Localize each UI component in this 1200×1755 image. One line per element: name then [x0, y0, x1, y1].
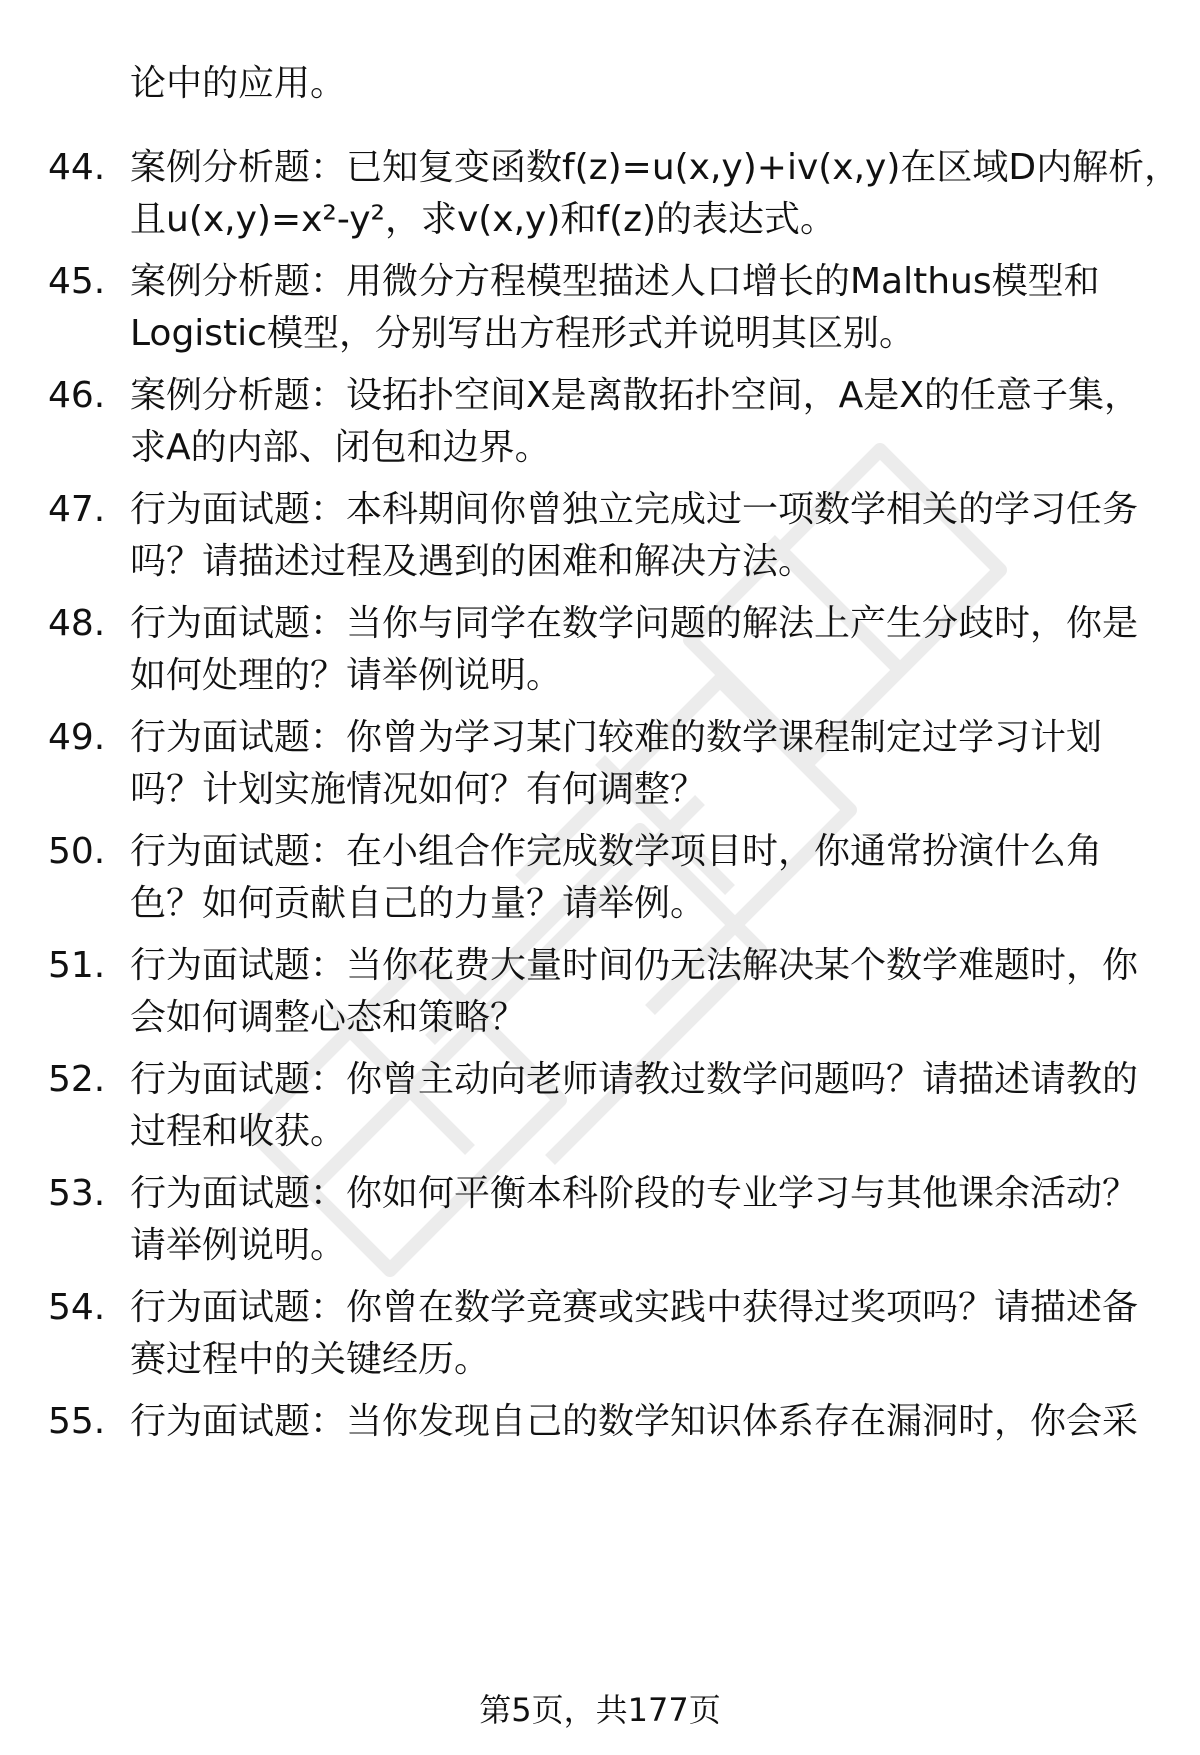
question-number: 48. — [48, 603, 106, 644]
question-text-line: 行为面试题：你曾在数学竞赛或实践中获得过奖项吗？请描述备 — [130, 1287, 1139, 1328]
page-number-footer: 第5页，共177页 — [479, 1691, 721, 1729]
question-number: 45. — [48, 261, 106, 302]
question-text-line: 案例分析题：设拓扑空间X是离散拓扑空间，A是X的任意子集， — [130, 375, 1140, 416]
question-number: 47. — [48, 489, 106, 530]
question-text-line: 行为面试题：当你花费大量时间仍无法解决某个数学难题时，你 — [130, 945, 1139, 986]
question-number: 46. — [48, 375, 106, 416]
question-text-line: 求A的内部、闭包和边界。 — [130, 427, 551, 468]
question-text-line: 案例分析题：用微分方程模型描述人口增长的Malthus模型和 — [130, 261, 1100, 302]
question-text-line: 行为面试题：在小组合作完成数学项目时，你通常扮演什么角 — [130, 831, 1103, 872]
question-text-line: 会如何调整心态和策略？ — [130, 997, 527, 1038]
question-number: 54. — [48, 1287, 106, 1328]
question-text-line: 吗？计划实施情况如何？有何调整？ — [130, 769, 707, 810]
question-text-line: 行为面试题：你曾为学习某门较难的数学课程制定过学习计划 — [130, 717, 1103, 758]
question-text-line: 行为面试题：当你与同学在数学问题的解法上产生分歧时，你是 — [130, 603, 1139, 644]
question-text-line: 过程和收获。 — [130, 1111, 347, 1152]
question-number: 44. — [48, 147, 106, 188]
question-text-line: Logistic模型，分别写出方程形式并说明其区别。 — [130, 313, 915, 354]
question-number: 53. — [48, 1173, 106, 1214]
question-text-line: 案例分析题：已知复变函数f(z)=u(x,y)+iv(x,y)在区域D内解析， — [130, 147, 1181, 188]
question-number: 51. — [48, 945, 106, 986]
continuation-text: 论中的应用。 — [130, 63, 347, 104]
question-text-line: 行为面试题：本科期间你曾独立完成过一项数学相关的学习任务 — [130, 489, 1139, 530]
question-text-line: 行为面试题：你曾主动向老师请教过数学问题吗？请描述请教的 — [130, 1059, 1139, 1100]
question-text-line: 赛过程中的关键经历。 — [130, 1339, 491, 1380]
question-number: 49. — [48, 717, 106, 758]
question-text-line: 行为面试题：当你发现自己的数学知识体系存在漏洞时，你会采 — [130, 1401, 1139, 1442]
question-text-line: 请举例说明。 — [130, 1225, 347, 1266]
question-number: 52. — [48, 1059, 106, 1100]
question-number: 55. — [48, 1401, 106, 1442]
question-text-line: 色？如何贡献自己的力量？请举例。 — [130, 883, 707, 924]
question-number: 50. — [48, 831, 106, 872]
question-text-line: 行为面试题：你如何平衡本科阶段的专业学习与其他课余活动？ — [130, 1173, 1139, 1214]
question-text-line: 吗？请描述过程及遇到的困难和解决方法。 — [130, 541, 815, 582]
question-text-line: 且u(x,y)=x²-y²，求v(x,y)和f(z)的表达式。 — [130, 199, 837, 240]
question-text-line: 如何处理的？请举例说明。 — [130, 655, 563, 696]
